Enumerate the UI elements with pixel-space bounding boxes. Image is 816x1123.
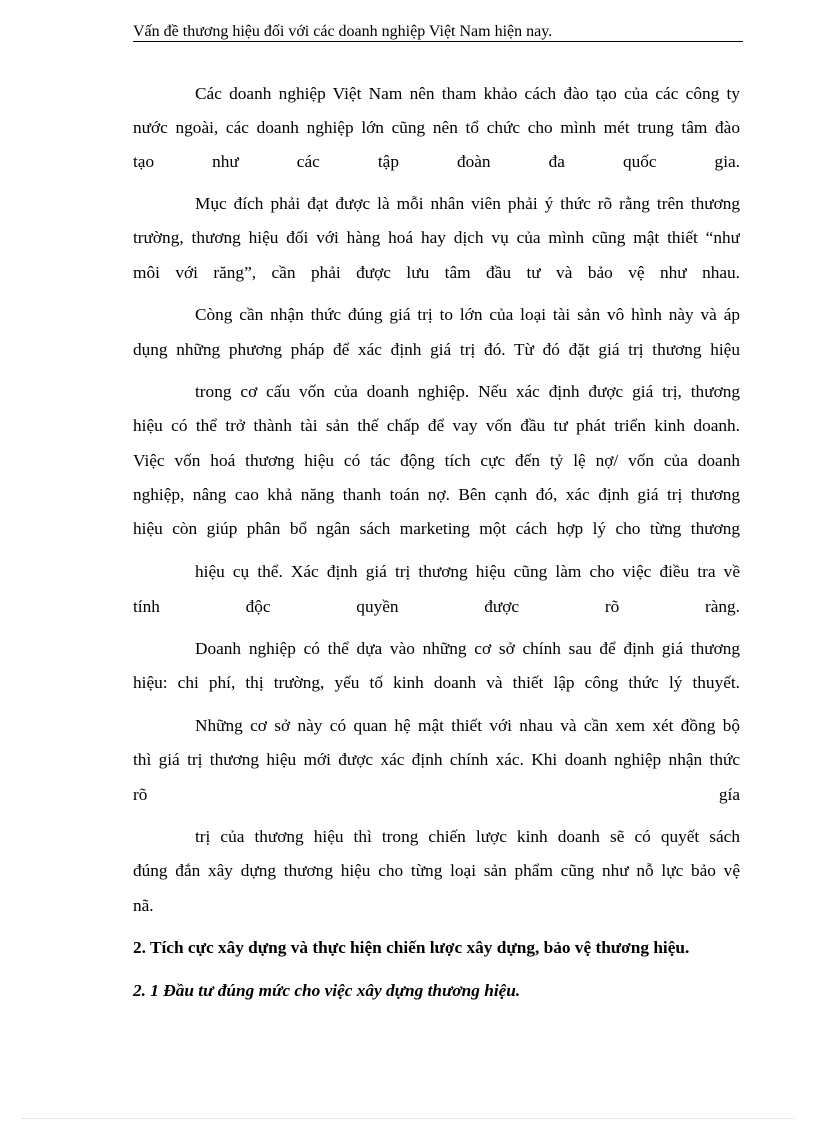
body-line: trong cơ cấu vốn của doanh nghiệp. Nếu xác định được giá trị, thương (195, 382, 740, 401)
body-line: hiệu còn giúp phân bổ ngân sách marketing một cách hợp lý cho từng thương (133, 519, 740, 538)
body-line: Mục đích phải đạt được là mỗi nhân viên phải ý thức rõ rằng trên thương (195, 194, 740, 213)
page-bottom-rule (22, 1118, 794, 1119)
body-line: Doanh nghiệp có thể dựa vào những cơ sở chính sau để định giá thương (195, 639, 740, 658)
body-line: nghiệp, nâng cao khả năng thanh toán nợ. Bên cạnh đó, xác định giá trị thương (133, 485, 740, 504)
body-line: tính độc quyền được rõ ràng. (133, 597, 740, 616)
body-line: dụng những phương pháp để xác định giá trị đó. Từ đó đặt giá trị thương hiệu (133, 340, 740, 359)
subsection-heading: 2. 1 Đầu tư đúng mức cho việc xây dựng thương hiệu. (133, 981, 521, 1000)
page-header-title: Vấn đề thương hiệu đối với các doanh nghiệp Việt Nam hiện nay. (133, 22, 743, 42)
body-line: rõ gía (133, 785, 740, 804)
body-line: nước ngoài, các doanh nghiệp lớn cũng nên tổ chức cho mình mét trung tâm đào (133, 118, 740, 137)
body-line: nã. (133, 896, 154, 915)
section-heading: 2. Tích cực xây dựng và thực hiện chiến lược xây dựng, bảo vệ thương hiệu. (133, 938, 690, 957)
body-line: đúng đắn xây dựng thương hiệu cho từng loại sản phẩm cũng như nỗ lực bảo vệ (133, 861, 740, 880)
body-line: trường, thương hiệu đối với hàng hoá hay dịch vụ của mình cũng mật thiết “như (133, 228, 740, 247)
body-line: Còng cần nhận thức đúng giá trị to lớn của loại tài sản vô hình này và áp (195, 305, 740, 324)
body-line: trị của thương hiệu thì trong chiến lược kinh doanh sẽ có quyết sách (195, 827, 740, 846)
body-line: Việc vốn hoá thương hiệu có tác động tích cực đến tỷ lệ nợ/ vốn của doanh (133, 451, 740, 470)
body-line: Các doanh nghiệp Việt Nam nên tham khảo cách đào tạo của các công ty (195, 84, 740, 103)
body-line: môi với răng”, cần phải được lưu tâm đầu tư và bảo vệ như nhau. (133, 263, 740, 282)
body-line: hiệu cụ thể. Xác định giá trị thương hiệu cũng làm cho việc điều tra về (195, 562, 740, 581)
body-line: Những cơ sở này có quan hệ mật thiết với nhau và cần xem xét đồng bộ (195, 716, 740, 735)
body-line: hiệu: chi phí, thị trường, yếu tố kinh doanh và thiết lập công thức lý thuyết. (133, 673, 740, 692)
body-line: hiệu có thể trở thành tài sản thế chấp để vay vốn đầu tư phát triển kinh doanh. (133, 416, 740, 435)
body-line: thì giá trị thương hiệu mới được xác định chính xác. Khi doanh nghiệp nhận thức (133, 750, 740, 769)
body-line: tạo như các tập đoàn đa quốc gia. (133, 152, 740, 171)
